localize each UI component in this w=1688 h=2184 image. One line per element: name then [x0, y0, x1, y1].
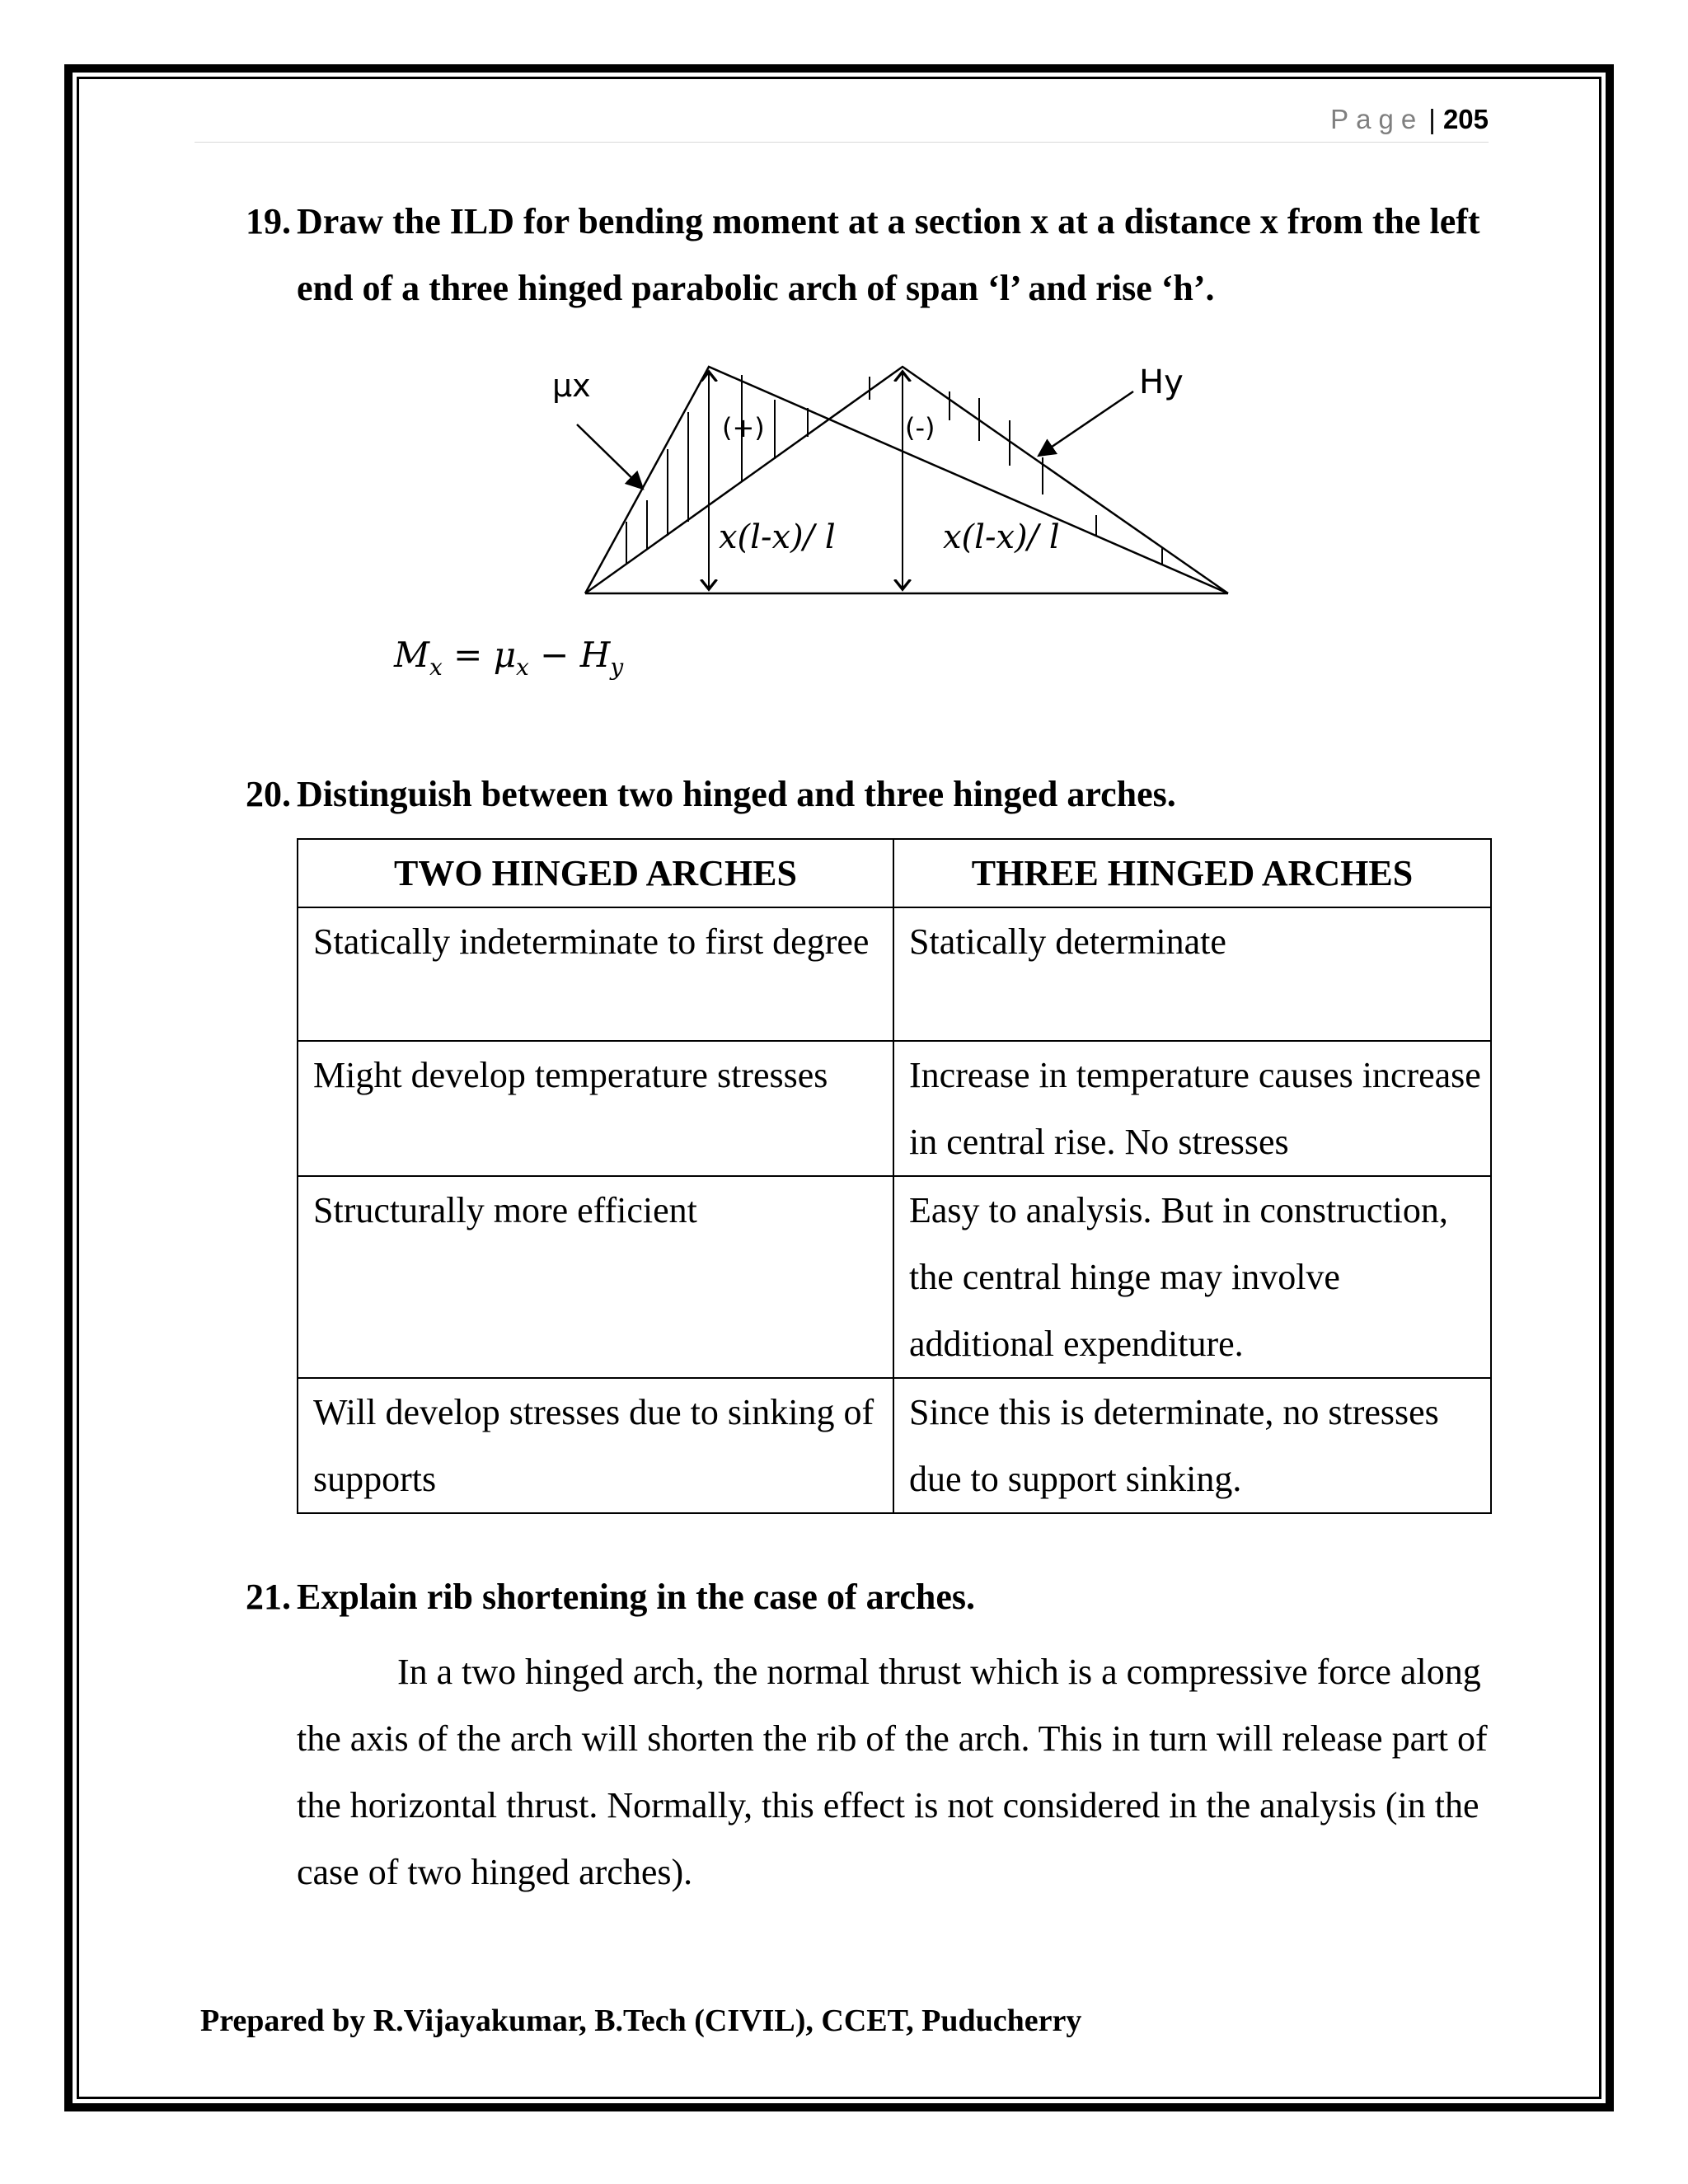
page-separator: |: [1428, 104, 1436, 134]
table-row: [298, 907, 1491, 1041]
table-cell: Increase in temperature causes increase in central rise. No stresses: [893, 1041, 1491, 1176]
comparison-table: [297, 838, 1492, 1514]
formula-term2: H: [579, 635, 611, 675]
formula-equals: =: [442, 635, 494, 675]
label-positive: (+): [722, 412, 765, 443]
page-number: 205: [1442, 104, 1489, 134]
table-cell: Will develop stresses due to sinking of supports: [298, 1378, 893, 1513]
ild-diagram: [528, 342, 1253, 614]
table-cell: Statically indeterminate to first degree: [298, 907, 893, 1041]
table-cell: Easy to analysis. But in construction, the central hinge may involve additional expenditure.: [893, 1176, 1491, 1378]
mu-x-ild-line: [585, 367, 1228, 593]
question-number: 19.: [246, 201, 291, 241]
table-cell: Since this is determinate, no stresses due to support sinking.: [893, 1378, 1491, 1513]
question-number: 20.: [246, 774, 291, 814]
question-text: Explain rib shortening in the case of arches.: [297, 1577, 976, 1617]
label-mu-x: μx: [552, 368, 591, 404]
table-cell: Structurally more efficient: [298, 1176, 893, 1378]
label-ordinate-left: x(l-x)/ l: [719, 518, 836, 556]
table-header-row: [298, 839, 1491, 907]
answer-21-paragraph: In a two hinged arch, the normal thrust which is a compressive force along the axis of the arch will shorten the rib of the arch. This in turn will release part of the horizontal thrust. Normally, this effect is not considered in the analysis (in the case of two hinged arches).: [297, 1652, 1488, 1892]
question-number: 21.: [246, 1577, 291, 1617]
table-row: [298, 1041, 1491, 1176]
hy-ild-line: [585, 367, 1228, 593]
page-label: Page: [1330, 104, 1424, 134]
formula-term2-sub: y: [610, 654, 624, 681]
footer-credit: Prepared by R.Vijayakumar, B.Tech (CIVIL), CCET, Puducherry: [200, 2004, 1082, 2038]
label-ordinate-right: x(l-x)/ l: [943, 518, 1060, 556]
formula-lhs: M: [394, 635, 430, 675]
label-hy: Hy: [1139, 363, 1184, 401]
table-row: [298, 1176, 1491, 1378]
question-text: Draw the ILD for bending moment at a section x at a distance x from the left end of a three hinged parabolic arch of span ‘l’ and rise ‘h’.: [297, 201, 1480, 308]
bending-moment-formula: [394, 635, 623, 681]
table-row: [298, 1378, 1491, 1513]
formula-term1: μ: [493, 635, 517, 675]
page-header: [195, 97, 1489, 143]
mu-x-pointer-arrow: [577, 424, 643, 489]
column-header-two-hinged: TWO HINGED ARCHES: [298, 839, 893, 907]
formula-term1-sub: x: [516, 654, 529, 681]
formula-lhs-sub: x: [429, 654, 443, 681]
question-text: Distinguish between two hinged and three hinged arches.: [297, 774, 1176, 814]
formula-minus: −: [528, 635, 580, 675]
table-cell: Statically determinate: [893, 907, 1491, 1041]
hy-pointer-arrow: [1039, 391, 1133, 456]
label-negative: (-): [905, 412, 935, 443]
hatching: [626, 375, 1162, 565]
column-header-three-hinged: THREE HINGED ARCHES: [893, 839, 1491, 907]
table-cell: Might develop temperature stresses: [298, 1041, 893, 1176]
